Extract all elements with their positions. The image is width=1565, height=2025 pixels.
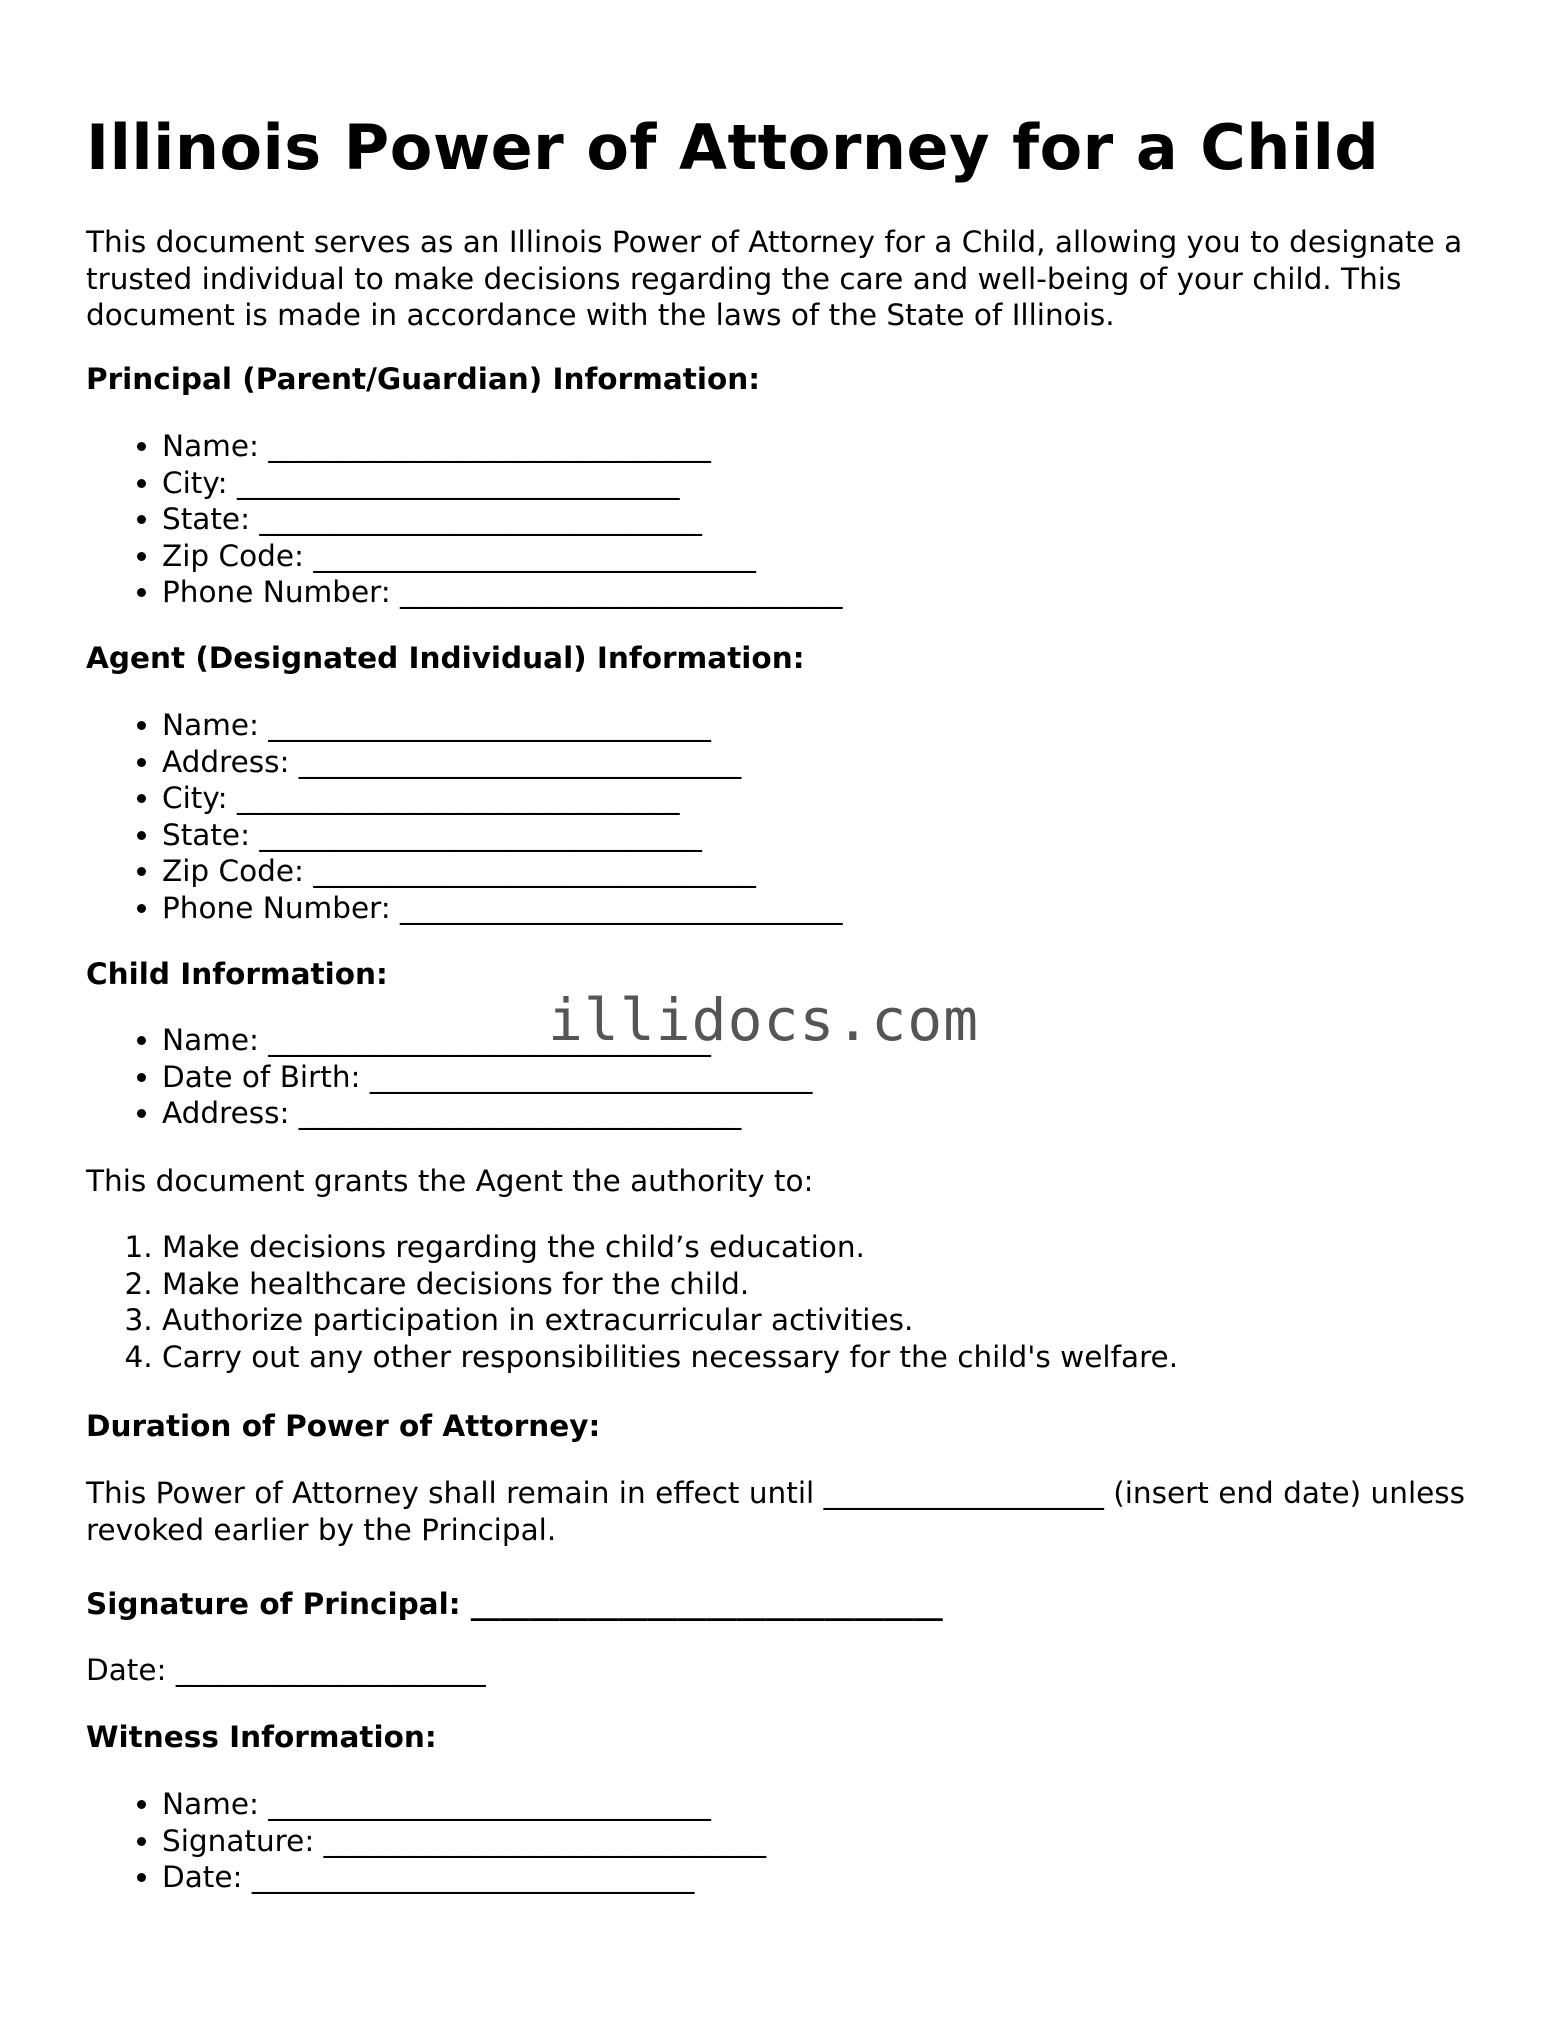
principal-signature-field[interactable]: Signature of Principal: ________________________________ xyxy=(86,1587,943,1621)
child-dob-field[interactable]: • Date of Birth: ______________________________ xyxy=(162,1059,812,1096)
witness-heading: Witness Information: xyxy=(86,1720,437,1754)
intro-paragraph: This document serves as an Illinois Power of Attorney for a Child, allowing you to designate a trusted individual to make decisions regarding the care and well-being of your child. This document is made in accordance with the laws of the State of Illinois. xyxy=(86,225,1463,332)
duration-heading: Duration of Power of Attorney: xyxy=(86,1409,601,1443)
agent-address-field[interactable]: • Address: ______________________________ xyxy=(162,744,843,781)
authority-list xyxy=(86,1229,1178,1375)
principal-city-field[interactable]: • City: ______________________________ xyxy=(162,465,843,502)
witness-date-field[interactable]: • Date: ______________________________ xyxy=(162,1859,766,1896)
principal-phone-field[interactable]: • Phone Number: ______________________________ xyxy=(162,574,843,611)
agent-heading: Agent (Designated Individual) Information: xyxy=(86,641,805,675)
authority-item: 4. Carry out any other responsibilities necessary for the child's welfare. xyxy=(162,1339,1178,1376)
witness-signature-field[interactable]: • Signature: ______________________________ xyxy=(162,1823,766,1860)
agent-fields-list xyxy=(86,707,843,926)
child-heading: Child Information: xyxy=(86,957,388,991)
witness-fields-list xyxy=(86,1786,766,1896)
principal-name-field[interactable]: • Name: ______________________________ xyxy=(162,428,843,465)
authority-item: 1. Make decisions regarding the child’s education. xyxy=(162,1229,1178,1266)
agent-state-field[interactable]: • State: ______________________________ xyxy=(162,817,843,854)
authority-item: 2. Make healthcare decisions for the child. xyxy=(162,1266,1178,1303)
principal-heading: Principal (Parent/Guardian) Information: xyxy=(86,362,761,396)
agent-city-field[interactable]: • City: ______________________________ xyxy=(162,780,843,817)
agent-name-field[interactable]: • Name: ______________________________ xyxy=(162,707,843,744)
authority-intro: This document grants the Agent the authority to: xyxy=(86,1164,814,1198)
principal-fields-list xyxy=(86,428,843,611)
duration-text[interactable]: This Power of Attorney shall remain in effect until ___________________ (insert end date) unless revoked earlier by the Principal. xyxy=(86,1476,1466,1547)
child-name-field[interactable]: • Name: ______________________________ xyxy=(162,1022,812,1059)
principal-zip-field[interactable]: • Zip Code: ______________________________ xyxy=(162,538,843,575)
signature-date-field[interactable]: Date: _____________________ xyxy=(86,1653,486,1687)
witness-name-field[interactable]: • Name: ______________________________ xyxy=(162,1786,766,1823)
agent-zip-field[interactable]: • Zip Code: ______________________________ xyxy=(162,853,843,890)
agent-phone-field[interactable]: • Phone Number: ______________________________ xyxy=(162,890,843,927)
principal-state-field[interactable]: • State: ______________________________ xyxy=(162,501,843,538)
authority-item: 3. Authorize participation in extracurricular activities. xyxy=(162,1302,1178,1339)
watermark: illidocs.com xyxy=(548,986,980,1054)
child-address-field[interactable]: • Address: ______________________________ xyxy=(162,1095,812,1132)
page-title: Illinois Power of Attorney for a Child xyxy=(86,111,1380,184)
